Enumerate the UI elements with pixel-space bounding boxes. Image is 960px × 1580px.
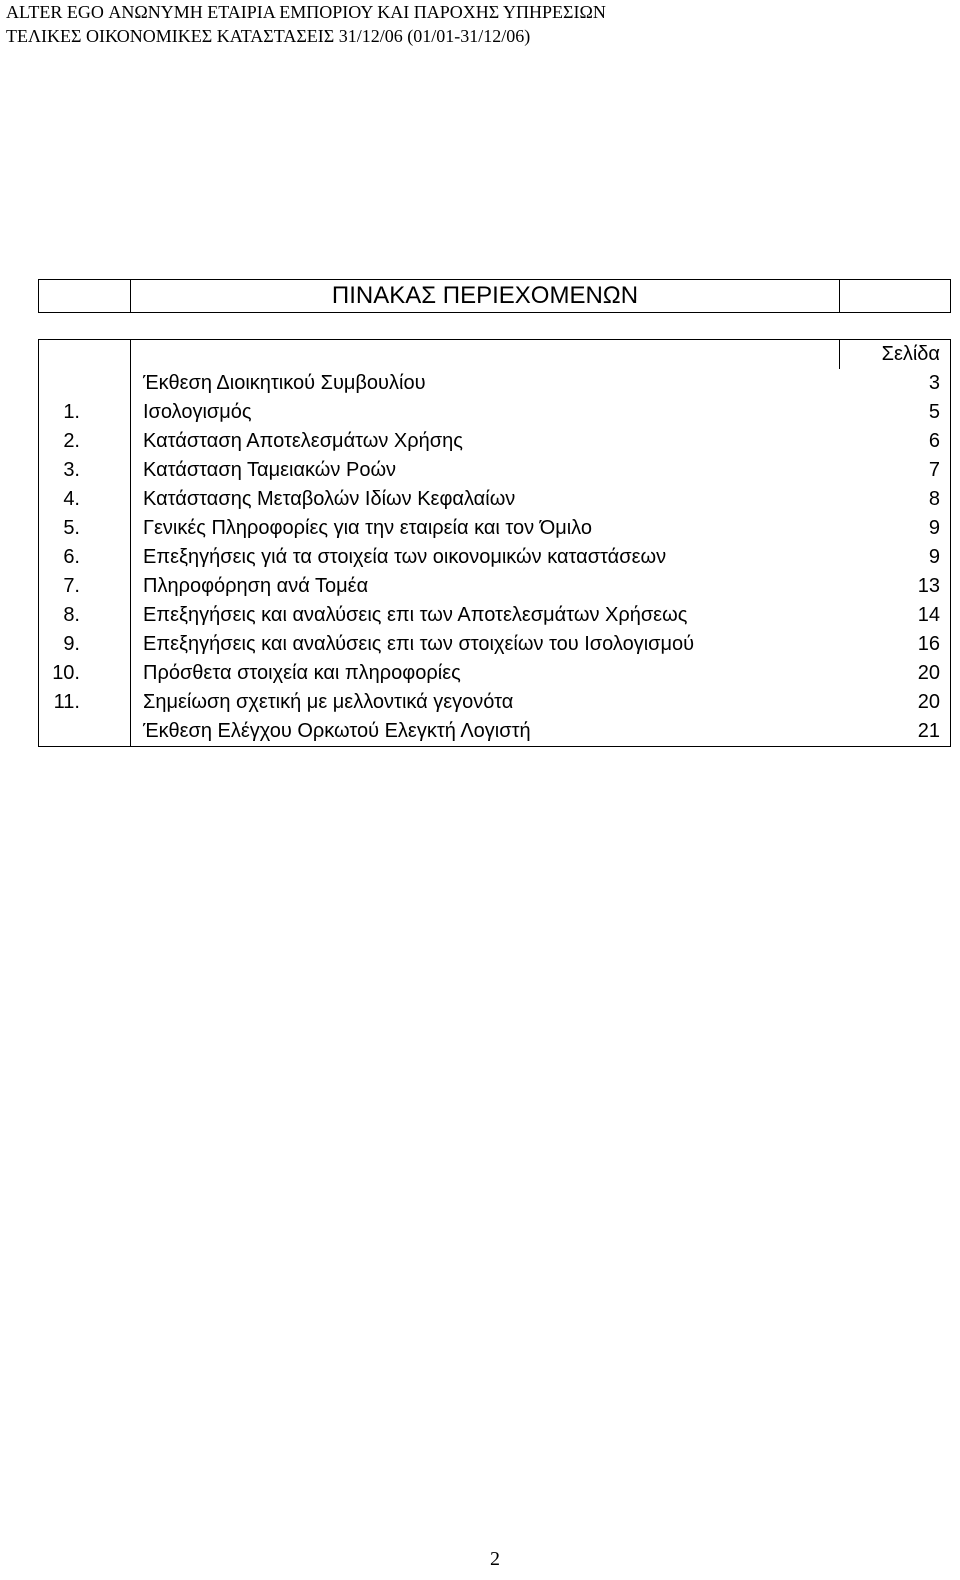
toc-item-page: 3 — [840, 369, 951, 398]
toc-item-number: 4. — [39, 485, 131, 514]
toc-item-title: Κατάστασης Μεταβολών Ιδίων Κεφαλαίων — [143, 488, 516, 510]
toc-item-title: Επεξηγήσεις γιά τα στοιχεία των οικονομικών καταστάσεων — [143, 546, 667, 568]
toc-item-page: 21 — [840, 717, 951, 747]
toc-row — [39, 572, 951, 601]
toc-item-number: 3. — [39, 456, 131, 485]
page-column-header: Σελίδα — [840, 340, 951, 370]
title-cell-right — [840, 280, 951, 313]
toc-row — [39, 427, 951, 456]
toc-row — [39, 514, 951, 543]
toc-item-page: 7 — [840, 456, 951, 485]
toc-item-title: Πληροφόρηση ανά Τομέα — [143, 575, 369, 597]
toc-item-title: Γενικές Πληροφορίες για την εταιρεία και τον Όμιλο — [143, 517, 593, 539]
header-num-cell — [39, 340, 131, 370]
toc-item-title: Επεξηγήσεις και αναλύσεις επι των στοιχείων του Ισολογισμού — [143, 633, 695, 655]
toc-row — [39, 630, 951, 659]
toc-row — [39, 369, 951, 398]
toc-item-number: 11. — [39, 688, 131, 717]
toc-row — [39, 398, 951, 427]
toc-title: ΠΙΝΑΚΑΣ ΠΕΡΙΕΧΟΜΕΝΩΝ — [131, 280, 840, 313]
toc-item-number: 10. — [39, 659, 131, 688]
toc-header-row — [39, 340, 951, 370]
toc-item-number: 7. — [39, 572, 131, 601]
toc-item-title: Πρόσθετα στοιχεία και πληροφορίες — [143, 662, 461, 684]
document-header — [6, 0, 606, 48]
toc-item-number: 9. — [39, 630, 131, 659]
toc-table — [38, 339, 951, 747]
toc-item-page: 8 — [840, 485, 951, 514]
toc-item-page: 14 — [840, 601, 951, 630]
toc-item-page: 20 — [840, 659, 951, 688]
toc-row — [39, 456, 951, 485]
toc-item-number: 2. — [39, 427, 131, 456]
toc-item-number: 6. — [39, 543, 131, 572]
toc-item-page: 20 — [840, 688, 951, 717]
toc-item-title: Επεξηγήσεις και αναλύσεις επι των Αποτελεσμάτων Χρήσεως — [143, 604, 688, 626]
company-name: ALTER EGO ΑΝΩΝΥΜΗ ΕΤΑΙΡΙΑ ΕΜΠΟΡΙΟΥ ΚΑΙ ΠΑΡΟΧΗΣ ΥΠΗΡΕΣΙΩΝ — [6, 2, 606, 22]
toc-row — [39, 601, 951, 630]
toc-item-page: 9 — [840, 543, 951, 572]
toc-item-number: 1. — [39, 398, 131, 427]
page-number: 2 — [490, 1548, 500, 1570]
toc-item-number: 8. — [39, 601, 131, 630]
toc-item-number — [39, 717, 131, 747]
toc-item-page: 6 — [840, 427, 951, 456]
toc-item-page: 9 — [840, 514, 951, 543]
header-title-cell — [131, 340, 840, 370]
toc-row — [39, 659, 951, 688]
toc-item-page: 16 — [840, 630, 951, 659]
toc-item-title: Ισολογισμός — [143, 401, 252, 423]
toc-row — [39, 717, 951, 747]
toc-row — [39, 688, 951, 717]
toc-item-number — [39, 369, 131, 398]
toc-body — [39, 340, 951, 747]
toc-item-page: 5 — [840, 398, 951, 427]
toc-item-title: Έκθεση Διοικητικού Συμβουλίου — [143, 372, 426, 394]
statements-title: ΤΕΛΙΚΕΣ ΟΙΚΟΝΟΜΙΚΕΣ ΚΑΤΑΣΤΑΣΕΙΣ 31/12/06 (01/01-31/12/06) — [6, 26, 531, 46]
toc-row — [39, 543, 951, 572]
title-cell-left — [39, 280, 131, 313]
toc-title-table — [38, 279, 951, 313]
toc-item-number: 5. — [39, 514, 131, 543]
toc-item-title: Έκθεση Ελέγχου Ορκωτού Ελεγκτή Λογιστή — [131, 717, 840, 747]
toc-item-title: Σημείωση σχετική με μελλοντικά γεγονότα — [143, 691, 514, 713]
toc-row — [39, 485, 951, 514]
toc-item-title: Κατάσταση Αποτελεσμάτων Χρήσης — [143, 430, 463, 452]
toc-item-page: 13 — [840, 572, 951, 601]
toc-item-title: Κατάσταση Ταμειακών Ροών — [143, 459, 397, 481]
